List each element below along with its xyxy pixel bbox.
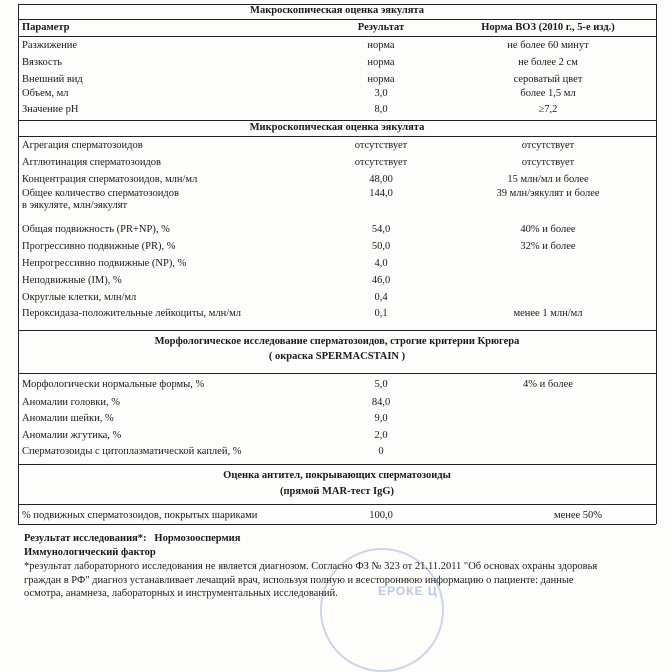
table-row [18, 290, 656, 306]
param-cell: Вязкость [22, 57, 63, 68]
morph-subtitle: ( окраска SPERMACSTAIN ) [268, 351, 406, 362]
param-cell: Округлые клетки, млн/мл [22, 292, 137, 303]
conclusion-line [24, 532, 240, 546]
micro-title: Микроскопическая оценка эякулята [249, 122, 425, 133]
table-row [18, 508, 656, 524]
result-cell: 84,0 [371, 397, 391, 408]
param-line-2: в эякуляте, млн/эякулят [22, 200, 128, 211]
stamp-text: ЕРОКЕ Ц [378, 584, 438, 598]
result-cell: 48,00 [369, 174, 393, 185]
norm-cell: не более 60 минут [507, 40, 589, 51]
result-cell: 3,0 [374, 88, 388, 99]
result-cell: 100,0 [369, 510, 393, 521]
param-cell: Сперматозоиды с цитоплазматической каплей, % [22, 446, 242, 457]
result-cell: 0,4 [374, 292, 388, 303]
result-cell: 8,0 [374, 104, 388, 115]
result-cell: 4,0 [374, 258, 388, 269]
param-cell: Внешний вид [22, 74, 83, 85]
param-line-1: Общее количество сперматозоидов [22, 188, 179, 199]
norm-cell: 4% и более [523, 379, 573, 390]
table-row [18, 86, 656, 102]
param-cell: Непрогрессивно подвижные (NP), % [22, 258, 187, 269]
table-row [18, 273, 656, 289]
result-cell: 144,0 [369, 188, 393, 199]
norm-cell: сероватый цвет [513, 74, 583, 85]
param-cell: % подвижных сперматозоидов, покрытых шариками [22, 510, 258, 521]
result-cell: отсутствует [354, 140, 408, 151]
table-row [18, 306, 656, 322]
param-cell: Общая подвижность (PR+NP), % [22, 224, 170, 235]
result-cell: 5,0 [374, 379, 388, 390]
table-row [18, 239, 656, 255]
table-row [18, 256, 656, 272]
result-cell: норма [367, 40, 395, 51]
param-cell: Агглютинация сперматозоидов [22, 157, 161, 168]
norm-cell: отсутствует [521, 140, 575, 151]
table-row [18, 55, 656, 71]
norm-cell: менее 50% [553, 510, 603, 521]
header-result: Результат [357, 22, 405, 33]
param-cell: Прогрессивно подвижные (PR), % [22, 241, 176, 252]
param-cell: Аномалии головки, % [22, 397, 121, 408]
norm-cell: 40% и более [520, 224, 576, 235]
param-cell: Морфологически нормальные формы, % [22, 379, 205, 390]
param-cell: Разжижение [22, 40, 78, 51]
result-cell: 50,0 [371, 241, 391, 252]
antibody-subtitle: (прямой MAR-тест IgG) [280, 486, 394, 497]
norm-cell: отсутствует [521, 157, 575, 168]
norm-cell: не более 2 см [518, 57, 578, 68]
param-cell: Пероксидаза-положительные лейкоциты, млн/мл [22, 308, 242, 319]
param-cell [22, 188, 179, 212]
result-cell: 0,1 [374, 308, 388, 319]
result-cell: 9,0 [374, 413, 388, 424]
result-cell: отсутствует [354, 157, 408, 168]
param-cell: Объем, мл [22, 88, 69, 99]
table-row [18, 155, 656, 171]
norm-cell: менее 1 млн/мл [513, 308, 583, 319]
table-row [18, 411, 656, 427]
result-cell: 46,0 [371, 275, 391, 286]
disclaimer-line-1: *результат лабораторного исследования не является диагнозом. Согласно ФЗ № 323 от 21.11.2011 "Об основах охраны здоровья [24, 561, 598, 572]
norm-cell: ≥7,2 [538, 104, 558, 115]
table-row [18, 38, 656, 54]
table-row [18, 138, 656, 154]
table-row [18, 222, 656, 238]
header-param: Параметр [22, 22, 70, 33]
result-cell: норма [367, 74, 395, 85]
table-row [18, 395, 656, 411]
macro-title: Макроскопическая оценка эякулята [250, 5, 424, 16]
macro-header-row [18, 20, 656, 36]
conclusion-line-2: Иммунологический фактор [24, 547, 156, 558]
conclusion-label: Результат исследования*: [24, 533, 147, 544]
norm-cell: 32% и более [520, 241, 576, 252]
norm-cell: 39 млн/эякулят и более [496, 188, 600, 199]
morph-title: Морфологическое исследование сперматозоидов, строгие критерии Крюгера [154, 336, 520, 347]
result-cell: 54,0 [371, 224, 391, 235]
norm-cell: более 1,5 мл [520, 88, 576, 99]
table-row [18, 172, 656, 188]
param-cell: Неподвижные (IM), % [22, 275, 122, 286]
header-norm: Норма ВОЗ (2010 г., 5-е изд.) [481, 22, 615, 33]
disclaimer-line-3: осмотра, анамнеза, лабораторных и инструментальных исследований. [24, 588, 338, 599]
table-row [18, 102, 656, 118]
param-cell: Аномалии шейки, % [22, 413, 114, 424]
antibody-title: Оценка антител, покрывающих сперматозоиды [223, 470, 451, 481]
table-row [18, 444, 656, 460]
norm-cell: 15 млн/мл и более [507, 174, 589, 185]
param-cell: Концентрация сперматозоидов, млн/мл [22, 174, 198, 185]
table-row [18, 377, 656, 393]
param-cell: Значение pH [22, 104, 79, 115]
table-row [18, 188, 656, 216]
table-row [18, 428, 656, 444]
result-cell: норма [367, 57, 395, 68]
param-cell: Аномалии жгутика, % [22, 430, 122, 441]
disclaimer-line-2: граждан в РФ" диагноз устанавливает лечащий врач, используя полную и всестороннюю информацию о пациенте: данные [24, 575, 574, 586]
result-cell: 2,0 [374, 430, 388, 441]
conclusion-value: Нормозооспермия [154, 533, 241, 544]
param-cell: Агрегация сперматозоидов [22, 140, 143, 151]
result-cell: 0 [378, 446, 384, 457]
